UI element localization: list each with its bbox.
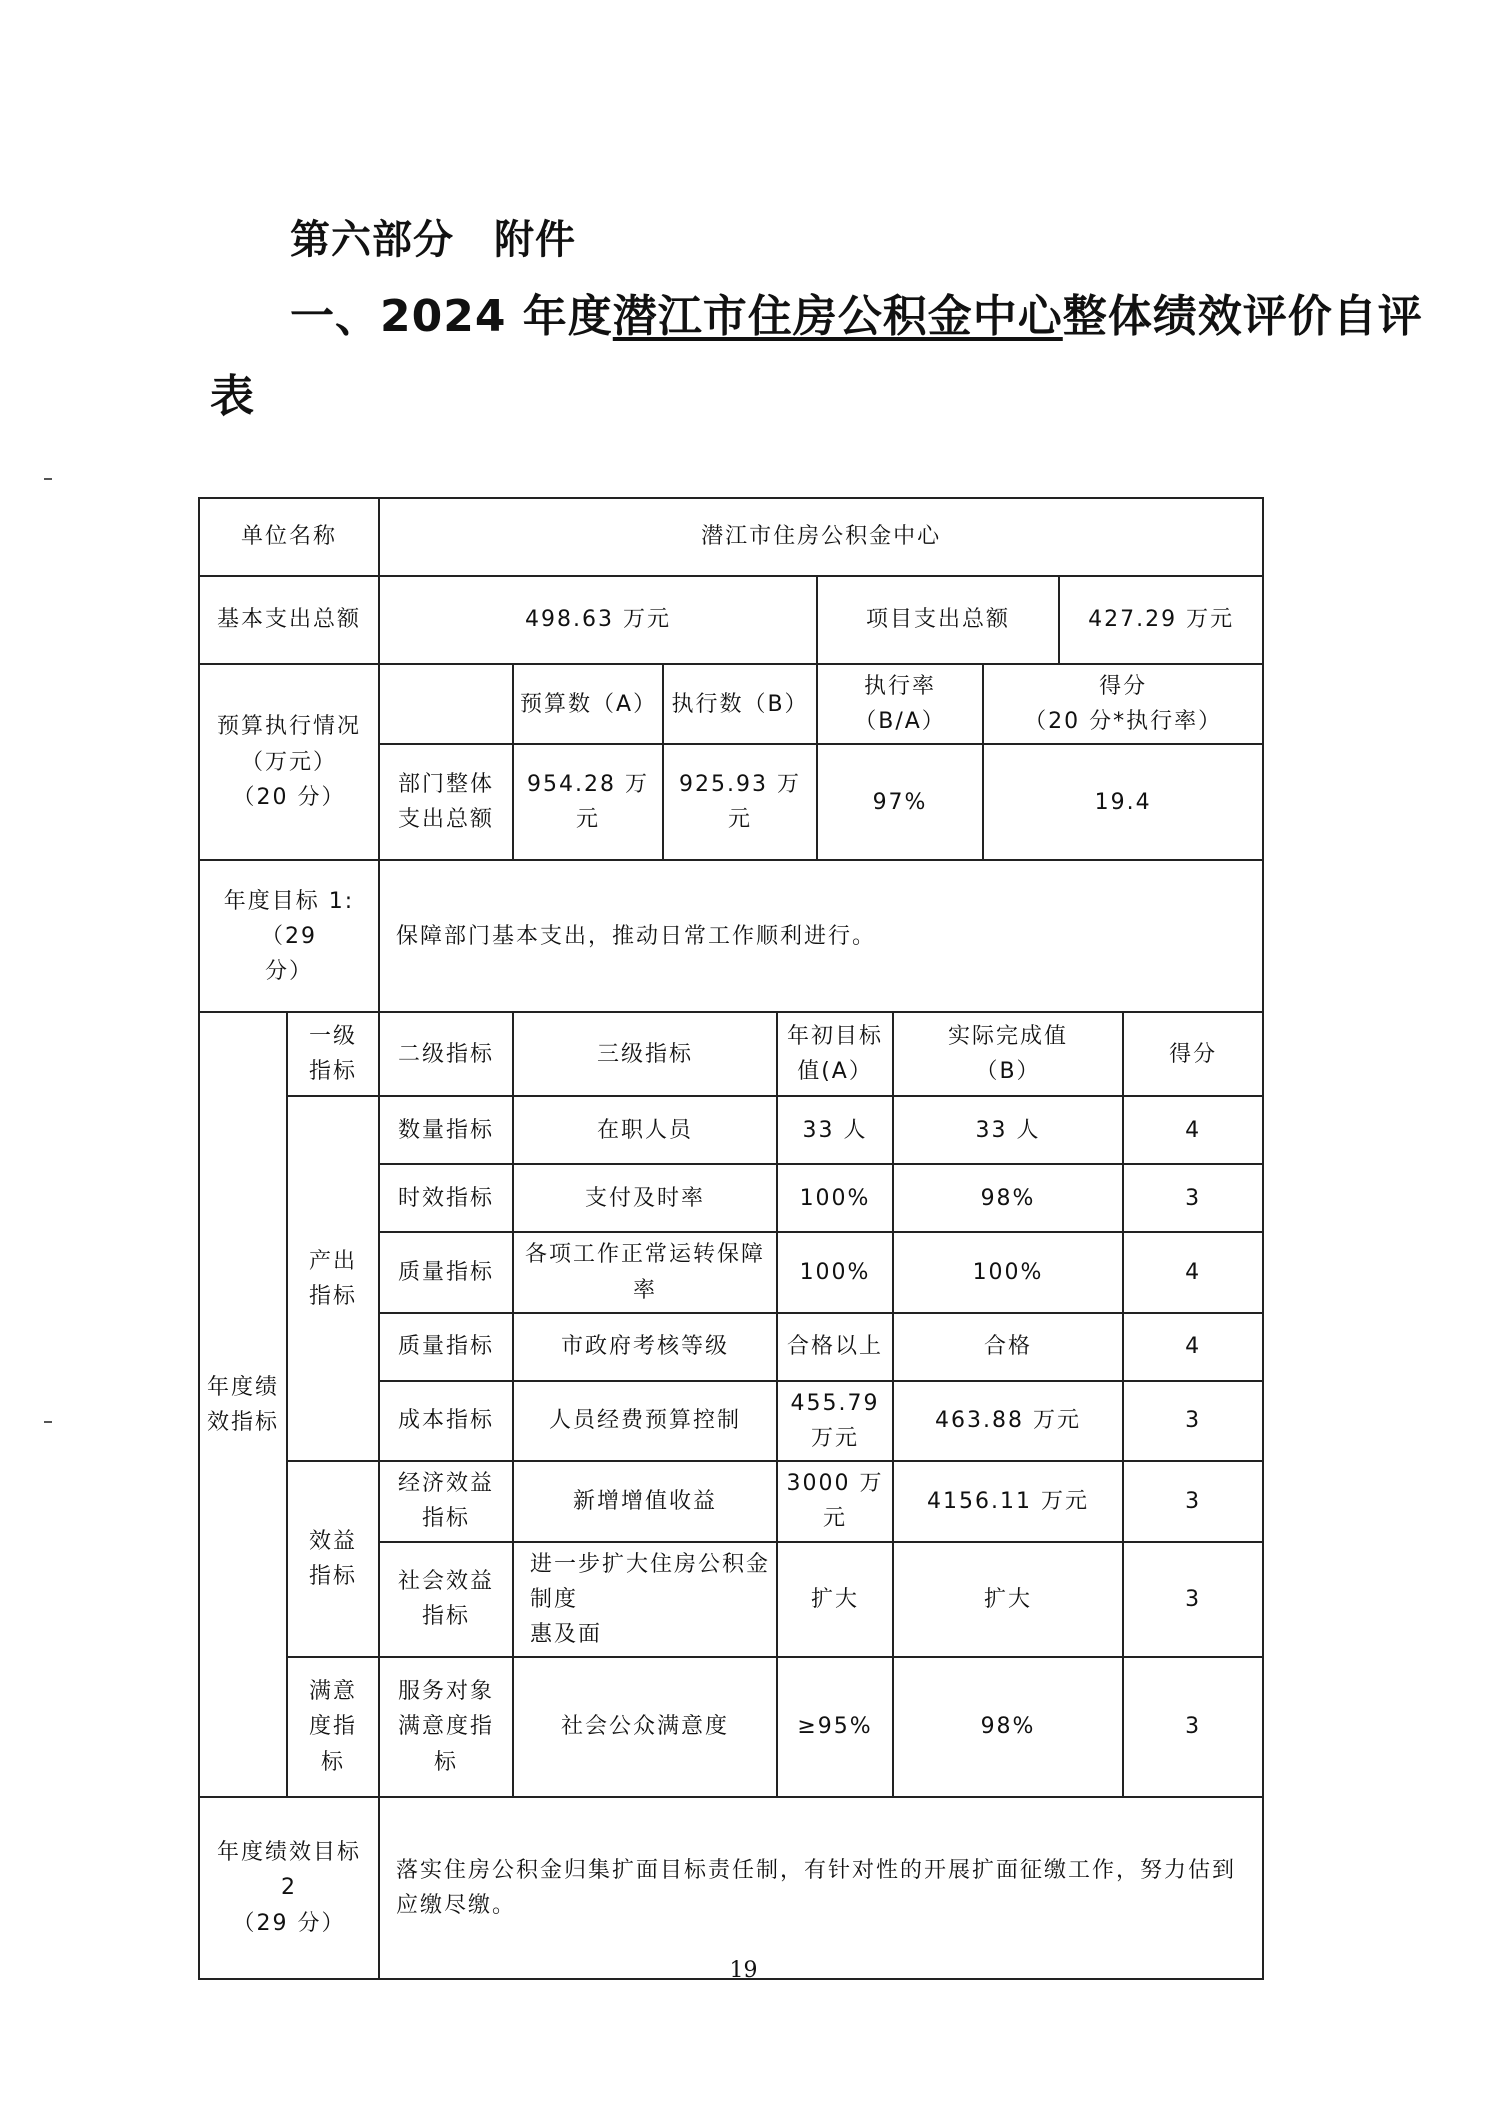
header-actual: 实际完成值 （B） [893,1012,1123,1096]
col-rate: 执行率（B/A） [817,664,983,744]
page-number: 19 [729,1958,758,1983]
section-attachment: 附件 [494,217,576,263]
header-level3: 三级指标 [513,1012,777,1096]
header-score: 得分 [1123,1012,1263,1096]
basic-spend-value: 498.63 万元 [379,576,817,664]
col-budget: 预算数（A） [513,664,663,744]
exec-value: 925.93 万元 [663,744,817,860]
header-level2: 二级指标 [379,1012,513,1096]
basic-spend-label: 基本支出总额 [199,576,379,664]
scan-mark [44,478,52,480]
goal1-row [199,860,1263,1012]
unit-value: 潜江市住房公积金中心 [379,498,1263,576]
budget-value: 954.28 万元 [513,744,663,860]
satisfaction-indicator-label: 满意 度指 标 [287,1657,379,1797]
scan-mark [44,1421,52,1423]
project-spend-value: 427.29 万元 [1059,576,1263,664]
score-value: 19.4 [983,744,1263,860]
table-row: 成本指标 人员经费预算控制 455.79 万元 463.88 万元 3 [199,1381,1263,1461]
section-heading [290,208,576,265]
budget-header-row [199,664,1263,744]
table-row: 质量指标 市政府考核等级 合格以上 合格 4 [199,1313,1263,1381]
header-target: 年初目标值(A） [777,1012,893,1096]
org-name-underlined: 潜江市住房公积金中心 [612,291,1063,342]
output-indicator-label: 产出 指标 [287,1096,379,1461]
unit-row [199,498,1263,576]
document-title: 一、2024 年度潜江市住房公积金中心整体绩效评价自评 [290,291,1423,342]
col-exec: 执行数（B） [663,664,817,744]
goal2-row [199,1797,1263,1979]
section-part: 第六部分 [290,217,454,263]
table-row: 产出 指标 数量指标 在职人员 33 人 33 人 4 [199,1096,1263,1164]
indicator-header-row [199,1012,1263,1096]
goal2-label: 年度绩效目标 2 （29 分） [199,1797,379,1979]
budget-label: 预算执行情况 （万元） （20 分） [199,664,379,860]
table-row: 质量指标 各项工作正常运转保障率 100% 100% 4 [199,1232,1263,1312]
table-row: 社会效益 指标 进一步扩大住房公积金制度 惠及面 扩大 扩大 3 [199,1542,1263,1658]
table-row: 满意 度指 标 服务对象 满意度指 标 社会公众满意度 ≥95% 98% 3 [199,1657,1263,1797]
annual-performance-label: 年度绩 效指标 [199,1012,287,1797]
rate-value: 97% [817,744,983,860]
header-level1: 一级 指标 [287,1012,379,1096]
table-row: 时效指标 支付及时率 100% 98% 3 [199,1164,1263,1232]
dept-total-label: 部门整体 支出总额 [379,744,513,860]
document-title-line2: 表 [210,371,254,422]
table-row: 效益 指标 经济效益 指标 新增增值收益 3000 万元 4156.11 万元 3 [199,1461,1263,1541]
goal2-text: 落实住房公积金归集扩面目标责任制，有针对性的开展扩面征缴工作，努力估到应缴尽缴。 [379,1797,1263,1979]
benefit-indicator-label: 效益 指标 [287,1461,379,1657]
project-spend-label: 项目支出总额 [817,576,1059,664]
unit-label: 单位名称 [199,498,379,576]
goal1-text: 保障部门基本支出，推动日常工作顺利进行。 [379,860,1263,1012]
goal1-label: 年度目标 1:（29 分） [199,860,379,1012]
spend-row [199,576,1263,664]
col-score: 得分 （20 分*执行率） [983,664,1263,744]
evaluation-table [198,497,1264,1980]
